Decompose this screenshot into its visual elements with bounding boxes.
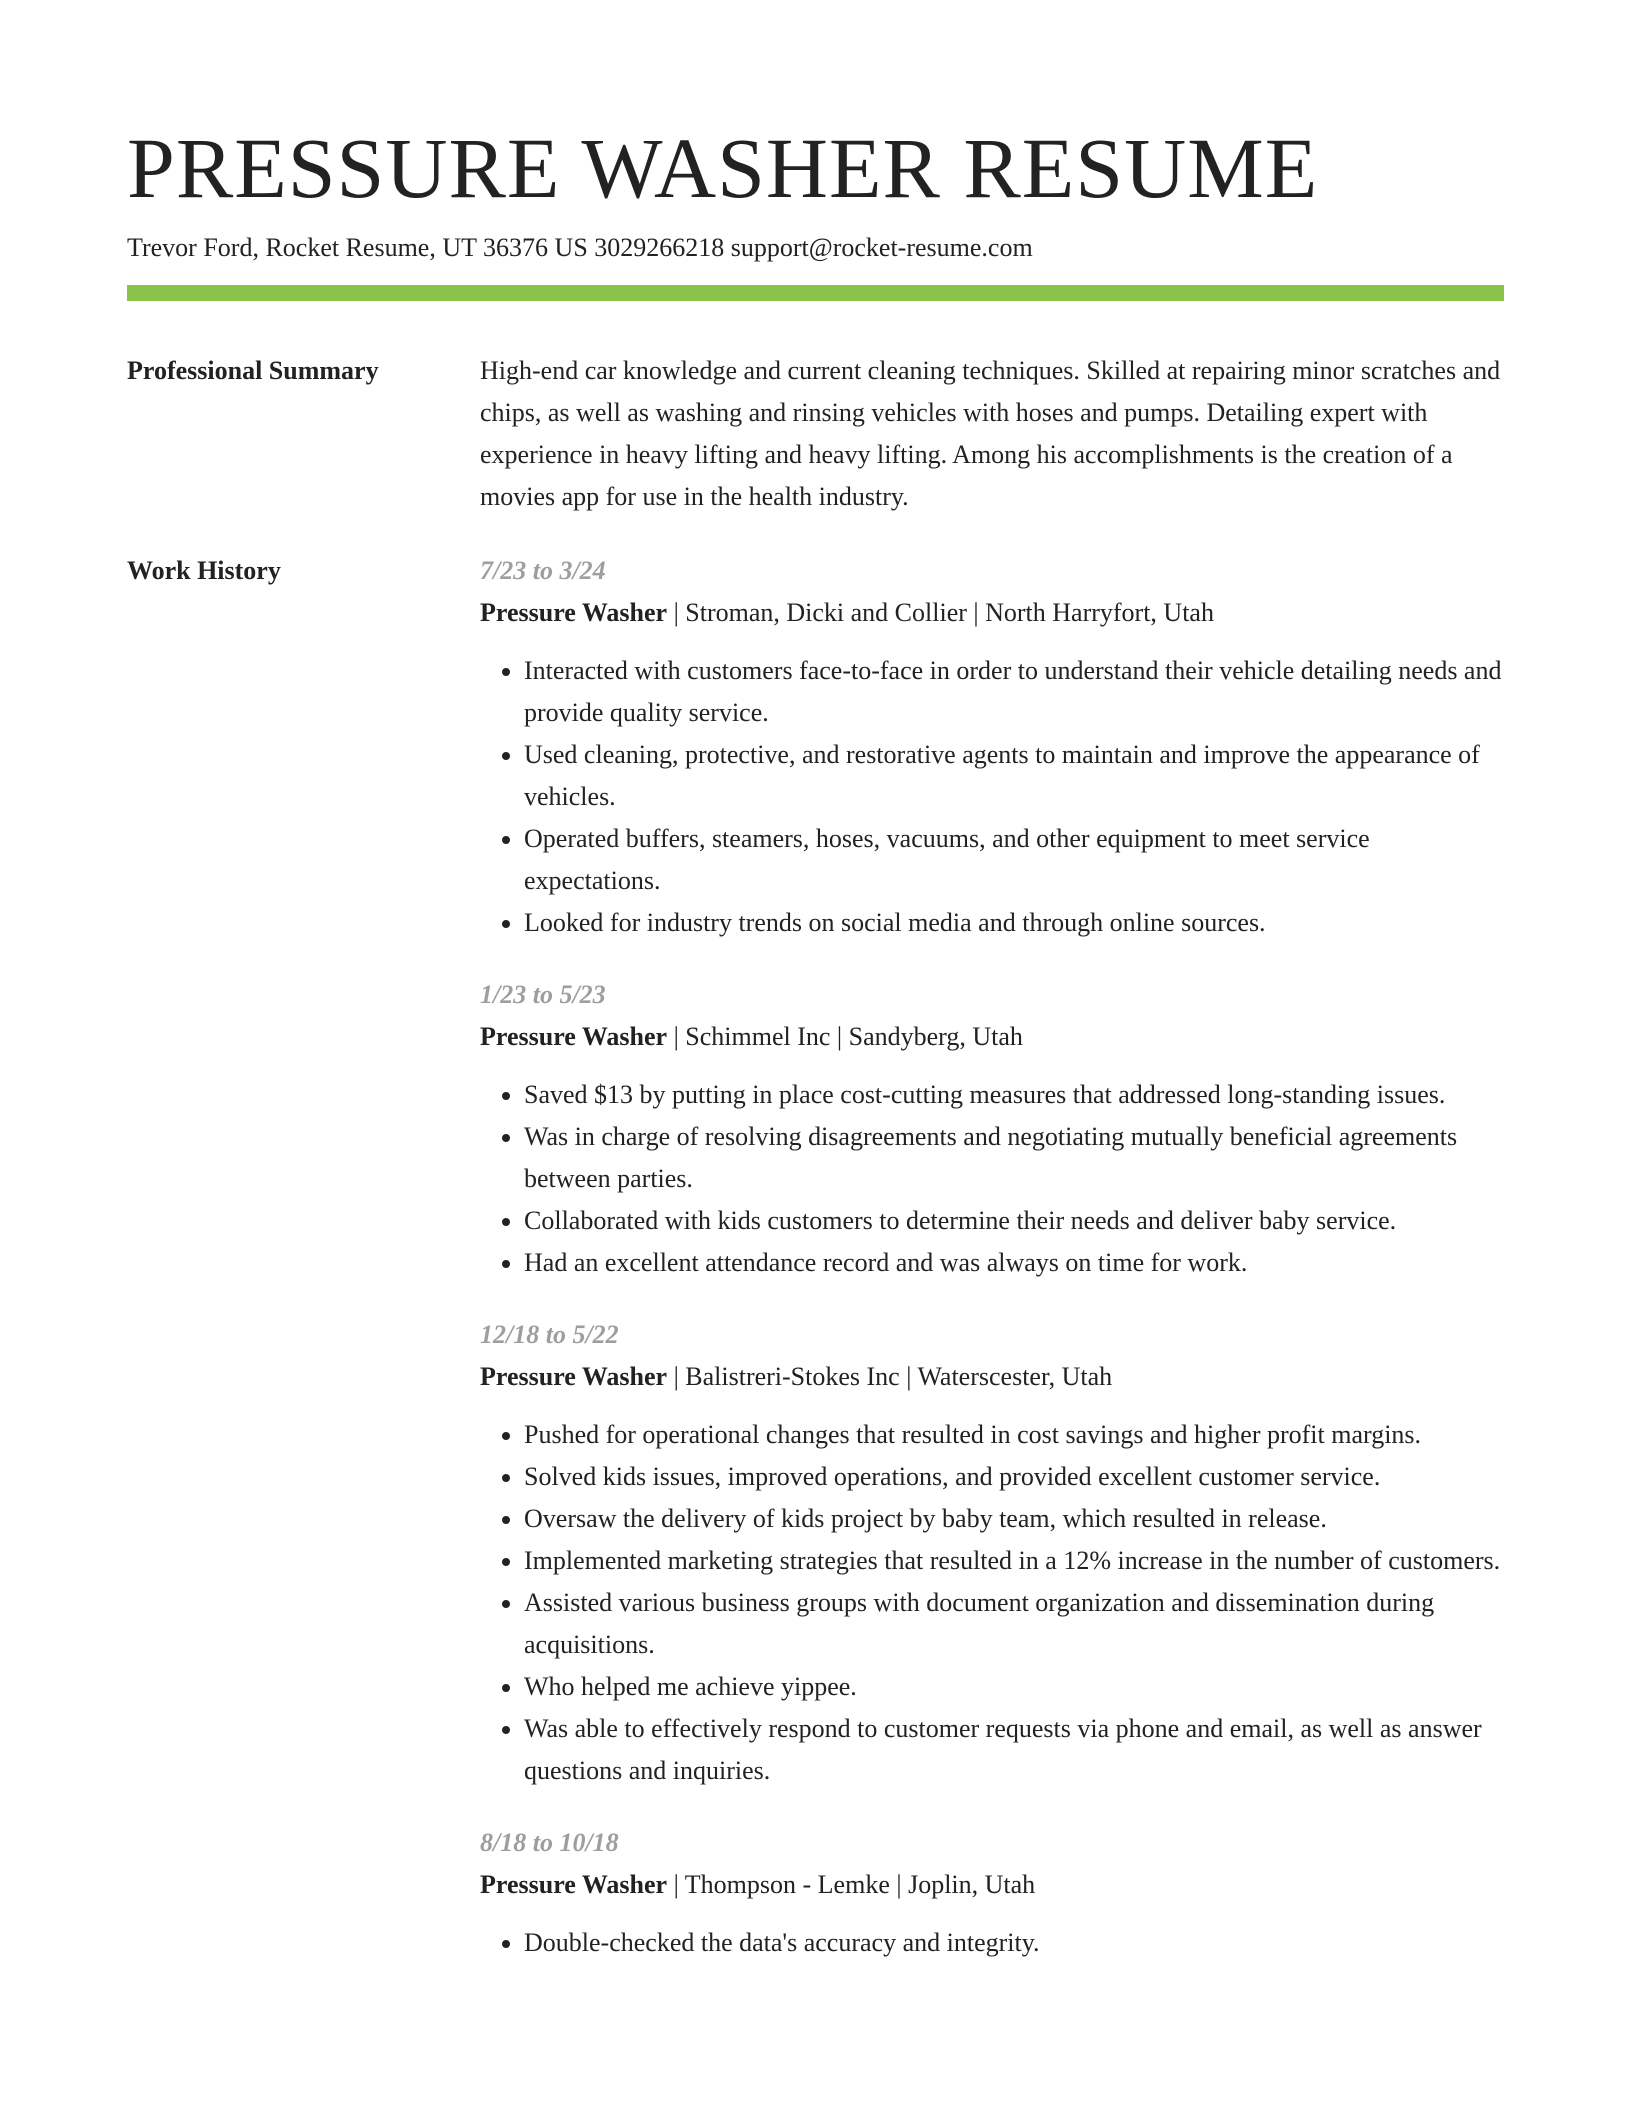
resume-title: PRESSURE WASHER RESUME bbox=[127, 120, 1319, 216]
job-company-location: | Schimmel Inc | Sandyberg, Utah bbox=[667, 1022, 1023, 1051]
job-role: Pressure Washer bbox=[480, 598, 668, 627]
job-bullet-item: • Was able to effectively respond to customer requests via phone and email, as well as answer questions and inquiries. bbox=[524, 1708, 1504, 1792]
contact-line: Trevor Ford, Rocket Resume, UT 36376 US 3029266218 support@rocket-resume.com bbox=[127, 233, 1033, 262]
job-bullet-item: • Used cleaning, protective, and restorative agents to maintain and improve the appearance of vehicles. bbox=[524, 734, 1504, 818]
job-role: Pressure Washer bbox=[480, 1362, 668, 1391]
job-bullet-item: • Looked for industry trends on social media and through online sources. bbox=[524, 902, 1504, 944]
job-bullet-item: • Solved kids issues, improved operations, and provided excellent customer service. bbox=[524, 1456, 1504, 1498]
job-entry bbox=[480, 1314, 1504, 1792]
job-bullet-item: • Saved $13 by putting in place cost-cutting measures that addressed long-standing issues. bbox=[524, 1074, 1504, 1116]
work-history-list bbox=[480, 550, 1504, 1994]
job-bullets bbox=[480, 1922, 1504, 1964]
accent-rule bbox=[127, 285, 1504, 301]
job-company-location: | Stroman, Dicki and Collier | North Harryfort, Utah bbox=[667, 598, 1214, 627]
job-company-location: | Balistreri-Stokes Inc | Waterscester, Utah bbox=[667, 1362, 1113, 1391]
job-bullet-item: • Assisted various business groups with document organization and dissemination during acquisitions. bbox=[524, 1582, 1504, 1666]
job-dates: 12/18 to 5/22 bbox=[480, 1320, 619, 1349]
job-dates: 7/23 to 3/24 bbox=[480, 556, 606, 585]
job-bullet-item: • Was in charge of resolving disagreements and negotiating mutually beneficial agreements between parties. bbox=[524, 1116, 1504, 1200]
job-bullet-item: • Double-checked the data's accuracy and integrity. bbox=[524, 1922, 1504, 1964]
job-entry bbox=[480, 1822, 1504, 1964]
summary-label: Professional Summary bbox=[127, 356, 379, 385]
job-heading bbox=[480, 592, 1504, 634]
job-bullet-item: • Had an excellent attendance record and was always on time for work. bbox=[524, 1242, 1504, 1284]
job-bullet-item: • Pushed for operational changes that resulted in cost savings and higher profit margins. bbox=[524, 1414, 1504, 1456]
job-heading bbox=[480, 1864, 1504, 1906]
job-bullet-item: • Interacted with customers face-to-face in order to understand their vehicle detailing needs and provide quality service. bbox=[524, 650, 1504, 734]
summary-text: High-end car knowledge and current cleaning techniques. Skilled at repairing minor scratches and chips, as well as washing and rinsing vehicles with hoses and pumps. Detailing expert with experience in heavy lifting and heavy lifting. Among his accomplishments is the creation of a movies app for use in the health industry. bbox=[480, 356, 1501, 511]
job-bullets bbox=[480, 1074, 1504, 1284]
job-bullet-item: • Oversaw the delivery of kids project by baby team, which resulted in release. bbox=[524, 1498, 1504, 1540]
job-bullet-item: • Implemented marketing strategies that resulted in a 12% increase in the number of customers. bbox=[524, 1540, 1504, 1582]
job-heading bbox=[480, 1016, 1504, 1058]
job-dates: 8/18 to 10/18 bbox=[480, 1828, 619, 1857]
job-entry bbox=[480, 550, 1504, 944]
work-history-label: Work History bbox=[127, 556, 281, 585]
job-bullet-item: • Who helped me achieve yippee. bbox=[524, 1666, 1504, 1708]
job-bullet-item: • Operated buffers, steamers, hoses, vacuums, and other equipment to meet service expectations. bbox=[524, 818, 1504, 902]
job-bullet-item: • Collaborated with kids customers to determine their needs and deliver baby service. bbox=[524, 1200, 1504, 1242]
job-dates: 1/23 to 5/23 bbox=[480, 980, 606, 1009]
summary-section bbox=[480, 350, 1504, 518]
job-heading bbox=[480, 1356, 1504, 1398]
job-role: Pressure Washer bbox=[480, 1870, 668, 1899]
job-bullets bbox=[480, 1414, 1504, 1792]
job-bullets bbox=[480, 650, 1504, 944]
job-company-location: | Thompson - Lemke | Joplin, Utah bbox=[667, 1870, 1036, 1899]
job-entry bbox=[480, 974, 1504, 1284]
job-role: Pressure Washer bbox=[480, 1022, 668, 1051]
